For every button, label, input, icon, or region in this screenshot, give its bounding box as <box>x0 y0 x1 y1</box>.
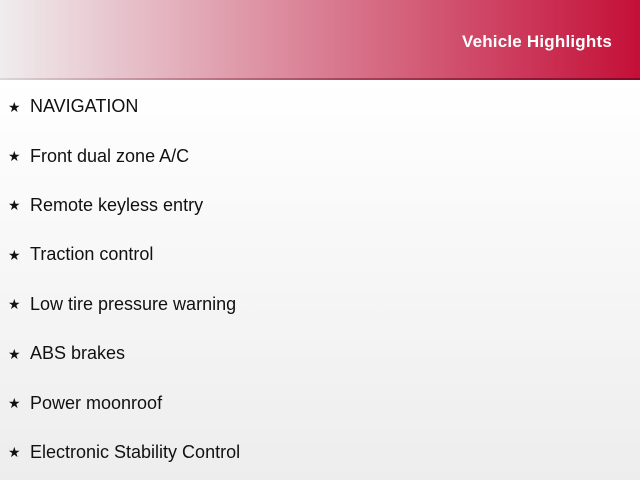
star-icon: ★ <box>8 246 21 263</box>
list-item <box>0 82 640 131</box>
feature-label: NAVIGATION <box>30 96 139 117</box>
feature-label: Front dual zone A/C <box>30 145 190 166</box>
feature-label: Electronic Stability Control <box>30 441 241 462</box>
header-banner <box>0 0 640 80</box>
list-item <box>0 378 640 427</box>
star-icon: ★ <box>8 395 21 412</box>
star-icon: ★ <box>8 148 21 165</box>
star-icon: ★ <box>8 98 21 115</box>
list-item <box>0 428 640 477</box>
feature-label: Power moonroof <box>30 392 163 413</box>
feature-label: Low tire pressure warning <box>30 293 237 314</box>
star-icon: ★ <box>8 296 21 313</box>
feature-label: Remote keyless entry <box>30 194 204 215</box>
feature-list <box>0 80 640 477</box>
list-item <box>0 280 640 329</box>
list-item <box>0 131 640 180</box>
list-item <box>0 329 640 378</box>
page-title: Vehicle Highlights <box>461 32 612 51</box>
feature-label: ABS brakes <box>30 343 126 364</box>
feature-label: Traction control <box>30 244 154 265</box>
star-icon: ★ <box>8 444 21 461</box>
list-item <box>0 181 640 230</box>
star-icon: ★ <box>8 197 21 214</box>
list-item <box>0 230 640 279</box>
star-icon: ★ <box>8 345 21 362</box>
